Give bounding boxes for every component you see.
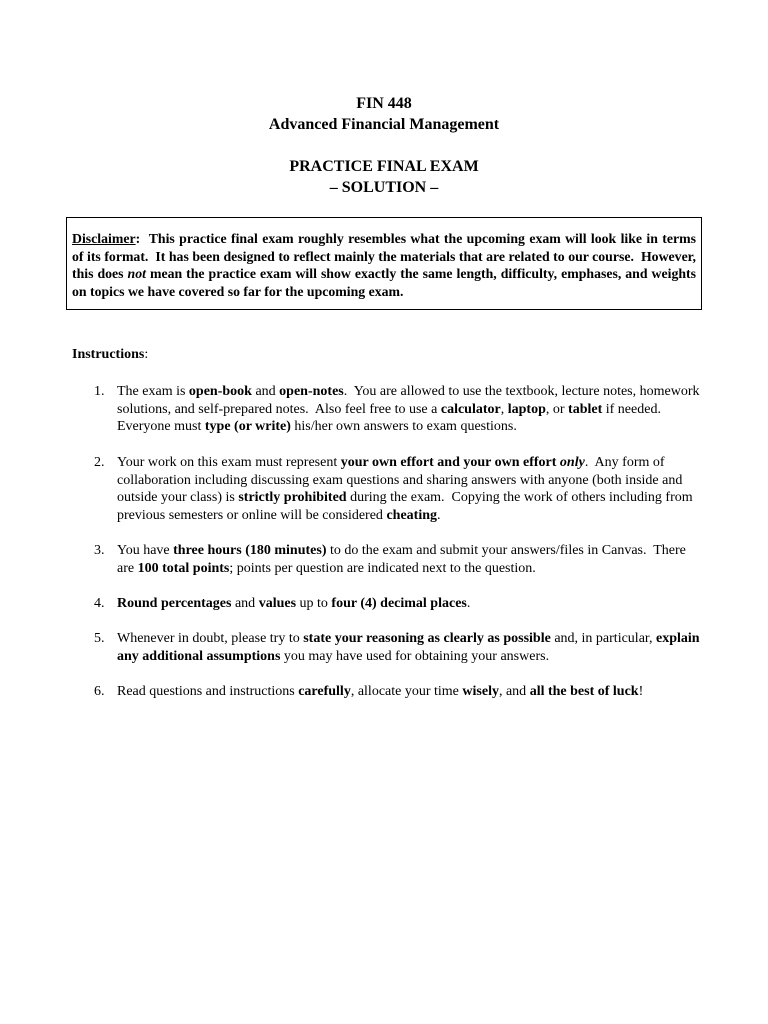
instruction-text-run: ,: [500, 401, 508, 417]
instruction-number: 2.: [94, 455, 105, 470]
instruction-emphasis: tablet: [568, 401, 603, 417]
instruction-text-run: The exam is: [117, 384, 189, 399]
instruction-text-run: . You are allowed to use the textbook, lecture notes, homework solutions, and self-prepared notes. Also feel free to use a: [117, 384, 703, 417]
instruction-text-run: .: [437, 507, 441, 523]
instructions-heading-colon: :: [144, 347, 149, 362]
instruction-text-run: to do the exam and submit your answers/files in Canvas. There are: [117, 543, 690, 576]
instruction-emphasis: calculator: [440, 401, 501, 417]
instruction-emphasis: wisely: [462, 684, 499, 699]
instruction-text-run: Whenever in doubt, please try to: [117, 631, 304, 646]
instruction-emphasis: your own effort and your own effort: [340, 455, 560, 470]
instructions-heading: [72, 346, 148, 364]
instruction-text: [117, 683, 702, 701]
instruction-text-run: Read questions and instructions: [117, 684, 299, 699]
instruction-emphasis: strictly prohibited: [238, 490, 347, 505]
instruction-emphasis: open-notes: [279, 384, 344, 399]
exam-subtitle: – SOLUTION –: [329, 179, 439, 196]
instruction-emphasis: all the best of luck: [529, 684, 639, 699]
instruction-text-run: , or: [545, 401, 569, 417]
instruction-emphasis: carefully: [298, 684, 351, 699]
course-code: FIN 448: [356, 95, 412, 112]
instruction-text-run: and: [231, 596, 259, 611]
exam-title: PRACTICE FINAL EXAM: [289, 158, 479, 175]
instruction-text-run: .: [466, 596, 471, 611]
instruction-emphasis: cheating: [386, 507, 437, 523]
instruction-number: 4.: [94, 596, 105, 611]
instruction-text: [117, 595, 702, 613]
instruction-text-run: You have: [117, 543, 174, 558]
instruction-number: 6.: [94, 684, 105, 699]
instruction-emphasis: laptop: [507, 401, 546, 417]
instruction-text-run: Your work on this exam must represent: [117, 455, 341, 470]
instruction-text-run: if needed. Everyone must: [117, 401, 668, 434]
instruction-text-run: you may have used for obtaining your answers.: [280, 648, 550, 664]
instruction-text-run: . Any form of collaboration including discussing exam questions and sharing answers with anyone (both inside and outside your class) is: [117, 455, 686, 505]
disclaimer-box: [66, 217, 702, 310]
instruction-emphasis: 100 total points: [137, 560, 230, 576]
disclaimer-text-part1: This practice final exam roughly resembles what the upcoming exam will look like in terms of its format. It has been designed to reflect mainly the materials that are related to our course. However, this does: [72, 231, 700, 281]
instruction-text: [117, 383, 702, 436]
instruction-emphasis: explain any additional assumptions: [117, 631, 704, 664]
instruction-text-run: ; points per question are indicated next to the question.: [229, 560, 536, 576]
instruction-text: [117, 630, 702, 665]
instruction-text-run: , allocate your time: [350, 684, 463, 699]
instruction-text-run: during the exam. Copying the work of others including from previous semesters or online will be considered: [117, 490, 697, 523]
instruction-text-run: !: [638, 684, 644, 699]
instruction-text-run: , and: [498, 684, 530, 699]
instruction-emphasis: state your reasoning as clearly as possible: [303, 631, 551, 646]
instruction-text-run: and, in particular,: [550, 631, 657, 646]
disclaimer-text-part2: mean the practice exam will show exactly the same length, difficulty, emphases, and weights on topics we have covered so far for the upcoming exam.: [72, 266, 696, 299]
instruction-emphasis: open-book: [188, 384, 252, 399]
instruction-number: 1.: [94, 384, 105, 399]
instruction-text: [117, 454, 702, 524]
instructions-heading-label: Instructions: [72, 347, 145, 362]
disclaimer-colon: :: [135, 231, 141, 246]
instruction-text-run: and: [251, 384, 280, 399]
instruction-emphasis: Round percentages: [117, 596, 232, 611]
instruction-emphasis: values: [258, 596, 297, 611]
disclaimer-emphasis: not: [127, 266, 146, 281]
instruction-number: 5.: [94, 631, 105, 646]
instruction-emphasis: four (4) decimal places: [331, 596, 467, 611]
disclaimer-label: Disclaimer: [72, 231, 136, 246]
instruction-text-run: up to: [296, 596, 332, 611]
instruction-emphasis: type (or write): [204, 419, 291, 434]
instruction-text: [117, 542, 702, 577]
instruction-emphasis: only: [559, 455, 585, 470]
instruction-text-run: his/her own answers to exam questions.: [290, 419, 517, 434]
course-title: Advanced Financial Management: [268, 116, 500, 133]
instruction-number: 3.: [94, 543, 105, 558]
instruction-emphasis: three hours (180 minutes): [173, 543, 327, 558]
